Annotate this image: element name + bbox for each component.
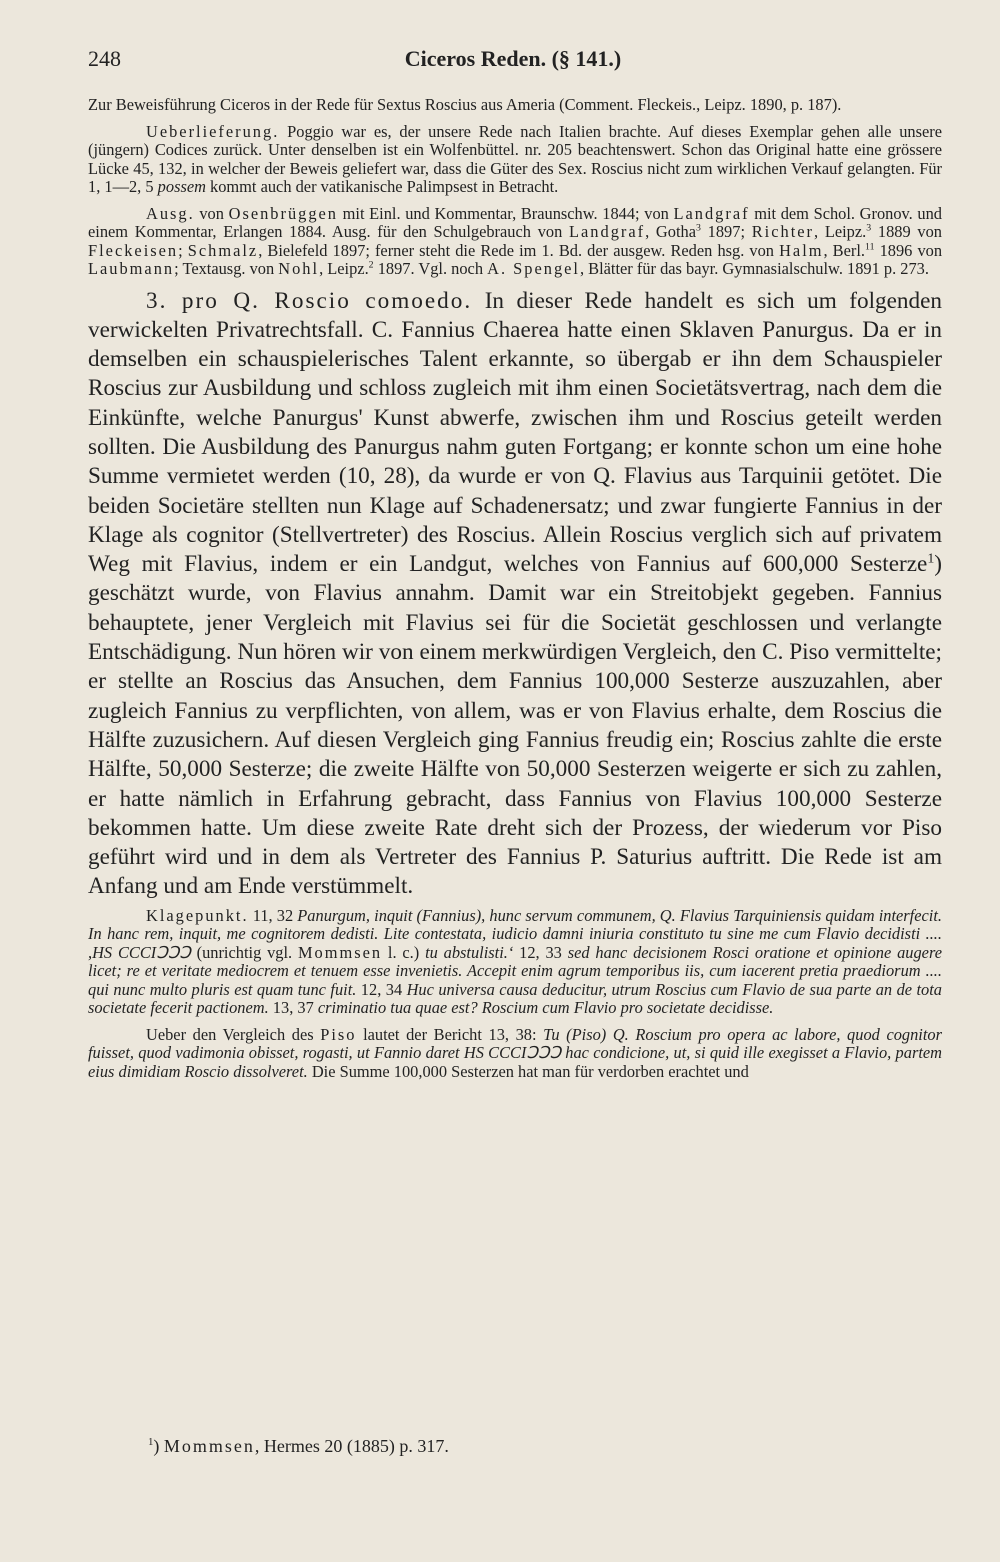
footnote: $^1$) Mommsen, Hermes 20 (1885) p. 317. <box>148 1436 449 1456</box>
running-header <box>88 40 938 76</box>
section-lead: Ueberlieferung. <box>146 121 280 141</box>
section-lead: Klagepunkt. <box>146 905 249 925</box>
paragraph-klagepunkt: Klagepunkt. 11, 32 Panurgum, inquit (Fannius), hunc servum communem, Q. Flavius Tarquiniensis quidam interfecit. In hanc rem, inquit, me cognitorem dedisti. Lite contestata, iudicio damni iniuria constituto tu sine me cum Flavio decidisti .... ,HS CCCIↃↃↃ (unrichtig vgl. Mommsen l. c.) tu abstulisti.‘ 12, 33 sed hanc decisionem Rosci oratione et opinione augere licet; re et veritate mediocrem et tenuem esse invenietis. Accepit enim agrum temporibus iis, cum iacerent pretia praediorum .... qui nunc multo pluris est quam tunc fuit. 12, 34 Huc universa causa deducitur, utrum Roscius cum Flavio de sua parte an de tota societate fecerit pactionem. 13, 37 criminatio tua quae est? Roscium cum Flavio pro societate decidisse. <box>88 905 943 1018</box>
running-title: Ciceros Reden. (§ 141.) <box>404 46 622 71</box>
footnote-mark: 1 <box>148 1436 154 1448</box>
section-heading: 3. pro Q. Roscio comoedo. <box>146 287 473 314</box>
page-body <box>88 96 942 1089</box>
paragraph-commentary-reference: Zur Beweisführung Ciceros in der Rede für Sextus Roscius aus Ameria (Comment. Fleckeis., Leipz. 1890, p. 187). <box>88 95 842 114</box>
footnote-reference: 1 <box>927 551 935 567</box>
page-number: 248 <box>88 46 121 71</box>
section-lead: Ausg. <box>146 203 195 223</box>
paragraph-pro-roscio-comoedo: 3. pro Q. Roscio comoedo. In dieser Rede handelt es sich um folgenden verwickelten Privatrechtsfall. C. Fannius Chaerea hatte einen Sklaven Panurgus. Da er in demselben ein schauspielerisches Talent erkannte, so übergab er ihn dem Schauspieler Roscius zur Ausbildung und schloss zugleich mit ihm einen Societätsvertrag, nach dem die Einkünfte, welche Panurgus' Kunst abwerfe, zwischen ihm und Roscius geteilt werden sollten. Die Ausbildung des Panurgus nahm guten Fortgang; er konnte schon um eine hohe Summe vermietet werden (10, 28), da wurde er von Q. Flavius aus Tarquinii getötet. Die beiden Societäre stellten nun Klage auf Schadenersatz; und zwar fungierte Fannius in der Klage als cognitor (Stellvertreter) des Roscius. Allein Roscius verglich sich auf privatem Weg mit Flavius, indem er ein Landgut, welches von Fannius auf 600,000 Sesterze$^1$) geschätzt wurde, von Flavius annahm. Damit war ein Streitobjekt gegeben. Fannius behauptete, jener Vergleich mit Flavius sei für die Societät geschlossen und verlangte Entschädigung. Nun hören wir von einem merkwürdigen Vergleich, den C. Piso vermittelte; er stellte an Roscius das Ansuchen, dem Fannius 100,000 Sesterze auszuzahlen, aber zugleich Fannius zu verpflichten, von allem, was er von Flavius erhalte, dem Roscius die Hälfte zuzusichern. Auf diesen Vergleich ging Fannius freudig ein; Roscius zahlte die erste Hälfte, 50,000 Sesterze; die zweite Hälfte von 50,000 Sesterzen weigerte er sich zu zahlen, er hatte nämlich in Erfahrung gebracht, dass Fannius von Flavius 100,000 Sesterze bekommen hatte. Um diese zweite Rate dreht sich der Prozess, der wiederum vor Piso geführt wird und in dem als Vertreter des Fannius P. Saturius auftritt. Die Rede ist am Anfang und am Ende verstümmelt. <box>88 287 942 900</box>
paragraph-vergleich-piso: Ueber den Vergleich des Piso lautet der Bericht 13, 38: Tu (Piso) Q. Roscium pro opera ac labore, quod cognitor fuisset, quod vadimonia obisset, rogasti, ut Fannio daret HS CCCIↃↃↃ hac condicione, ut, si quid ille exegisset a Flavio, partem eius dimidiam Roscio dissolveret. Die Summe 100,000 Sesterzen hat man für verdorben erachtet und <box>88 1024 942 1081</box>
paragraph-ausgaben: Ausg. von Osenbrüggen mit Einl. und Kommentar, Braunschw. 1844; von Landgraf mit dem Schol. Gronov. und einem Kommentar, Erlangen 1884. Ausg. für den Schulgebrauch von Landgraf, Gotha$^3$ 1897; Richter, Leipz.$^3$ 1889 von Fleckeisen; Schmalz, Bielefeld 1897; ferner steht die Rede im 1. Bd. der ausgew. Reden hsg. von Halm, Berl.$^{11}$ 1896 von Laubmann; Textausg. von Nohl, Leipz.$^2$ 1897. Vgl. noch A. Spengel, Blätter für das bayr. Gymnasialschulw. 1891 p. 273. <box>88 203 943 278</box>
paragraph-ueberlieferung: Ueberlieferung. Poggio war es, der unsere Rede nach Italien brachte. Auf dieses Exemplar gehen alle unsere (jüngern) Codices zurück. Unter denselben ist ein Wolfenbüttel. nr. 205 beachtenswert. Schon das Original hatte eine grössere Lücke 45, 132, in welcher der Beweis geliefert war, dass die Güter des Sex. Roscius nicht zum wirklichen Verkauf gelangten. Für 1, 1—2, 5 possem kommt auch der vatikanische Palimpsest in Betracht. <box>88 121 942 196</box>
